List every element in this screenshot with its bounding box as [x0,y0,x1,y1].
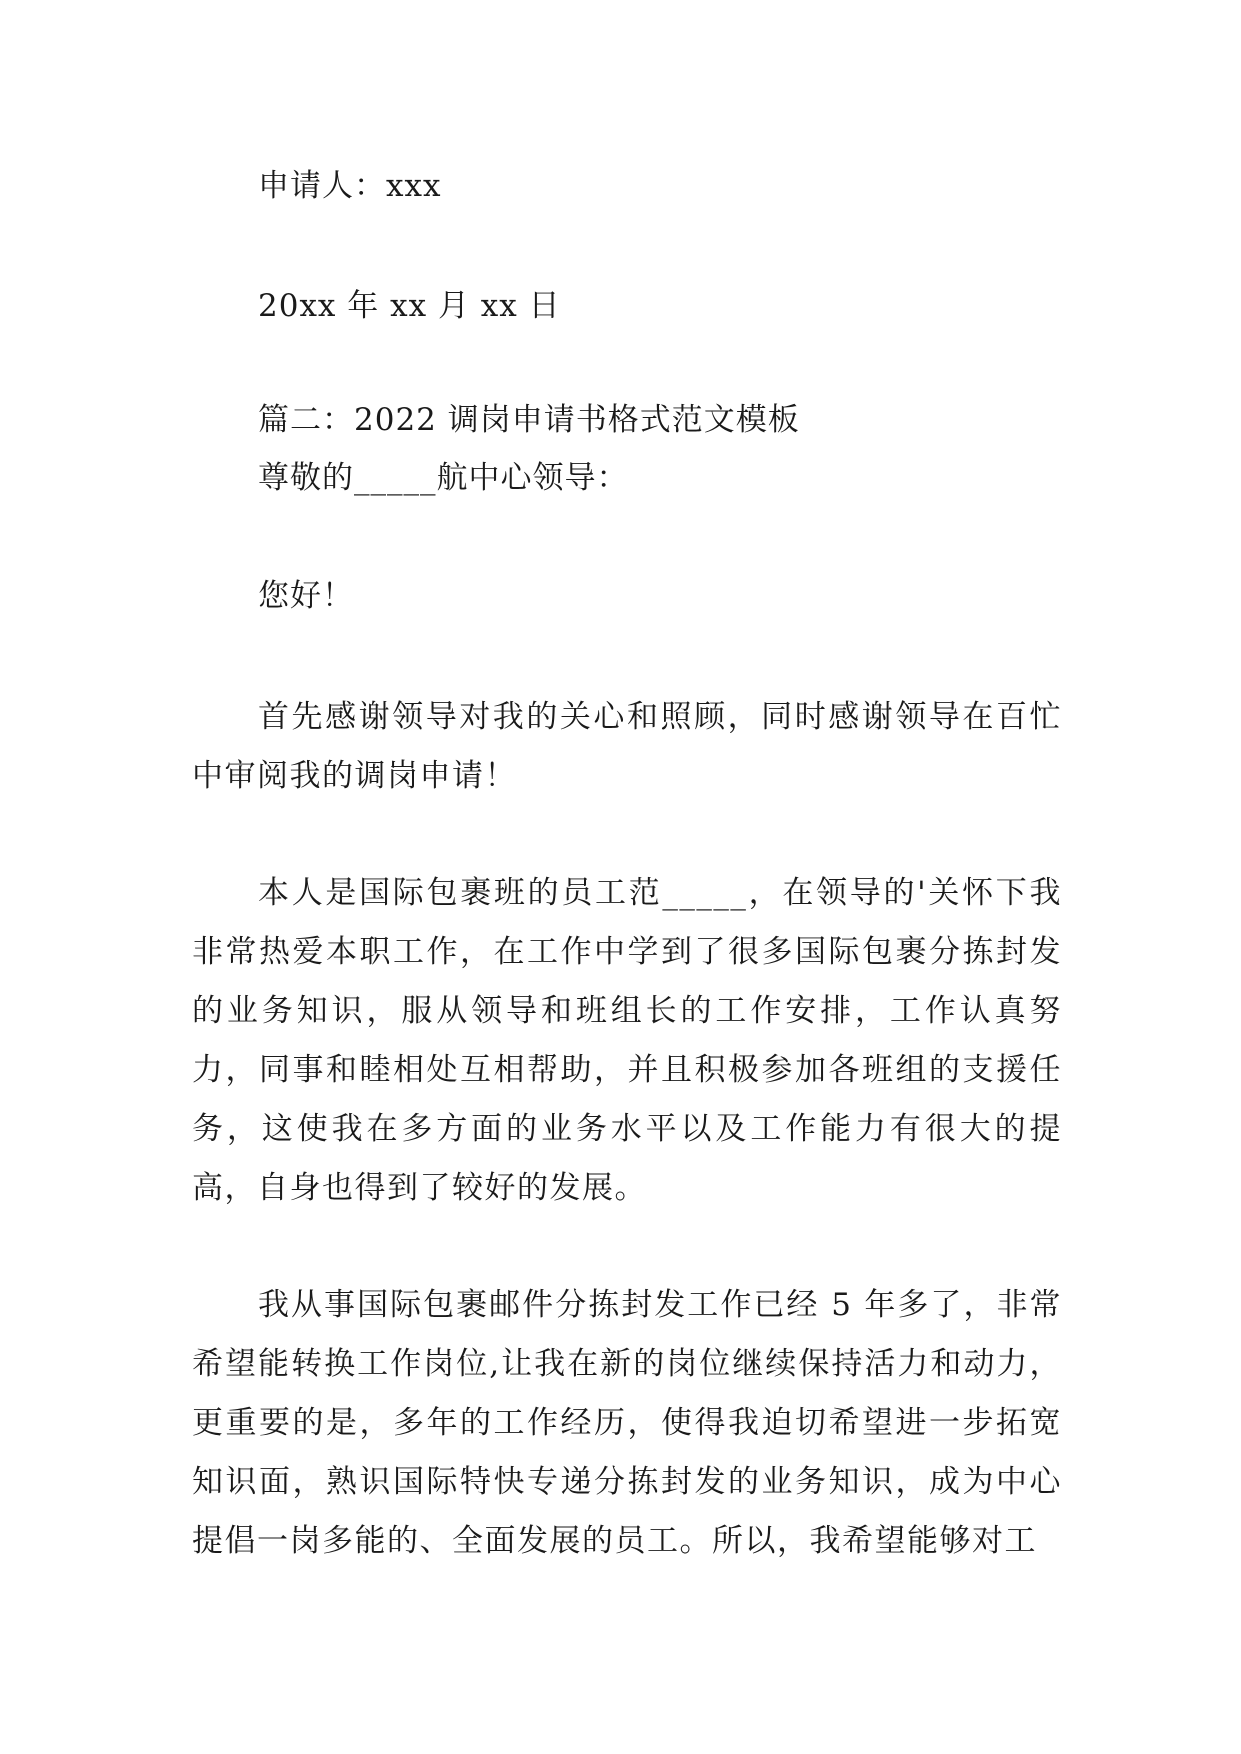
paragraph-background: 本人是国际包裹班的员工范_____，在领导的'关怀下我非常热爱本职工作，在工作中学到了很多国际包裹分拣封发的业务知识，服从领导和班组长的工作安排，工作认真努力，同事和睦相处互相帮助，并且积极参加各班组的支援任务，这使我在多方面的业务水平以及工作能力有很大的提高，自身也得到了较好的发展。 [192,875,1062,1206]
applicant-line: 申请人：xxx [258,168,442,204]
date-line: 20xx 年 xx 月 xx 日 [258,288,561,324]
greeting-line: 您好！ [258,578,354,614]
section-title: 篇二：2022 调岗申请书格式范文模板 [258,402,800,438]
salutation-line: 尊敬的_____航中心领导： [258,460,629,496]
paragraph-reason: 我从事国际包裹邮件分拣封发工作已经 5 年多了，非常希望能转换工作岗位,让我在新的岗位继续保持活力和动力，更重要的是，多年的工作经历，使得我迫切希望进一步拓宽知识面，熟识国际特快专递分拣封发的业务知识，成为中心提倡一岗多能的、全面发展的员工。所以，我希望能够对工 [192,1287,1062,1559]
paragraph-thanks: 首先感谢领导对我的关心和照顾，同时感谢领导在百忙中审阅我的调岗申请！ [192,699,1062,794]
